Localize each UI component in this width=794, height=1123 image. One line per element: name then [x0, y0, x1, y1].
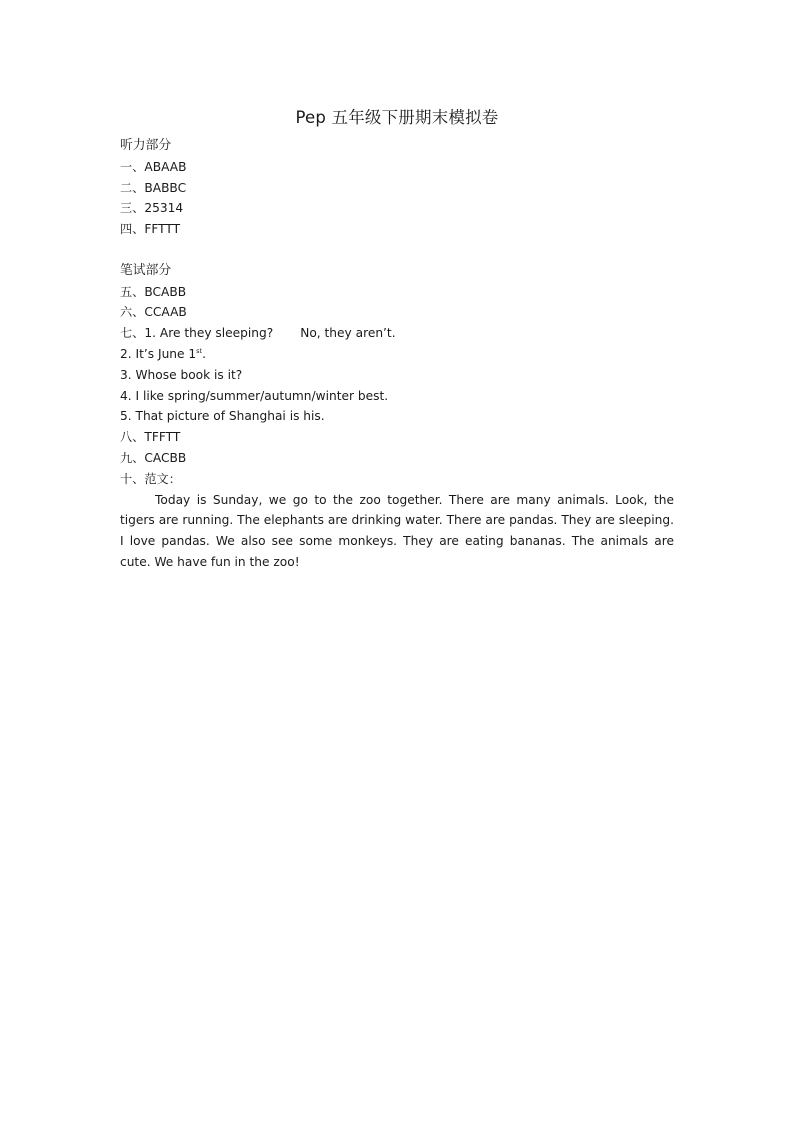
listening-answer-1: 一、ABAAB [120, 159, 187, 174]
section-gap [120, 240, 674, 261]
listening-heading: 听力部分 [120, 138, 172, 153]
listening-answer-3: 三、25314 [120, 201, 184, 216]
listening-answer-4: 四、FFTTT [120, 222, 181, 237]
written-answer-7-1-answer: No, they aren’t. [300, 326, 396, 341]
written-answer-8: 八、TFFTT [120, 430, 181, 445]
written-answer-5: 五、BCABB [120, 284, 187, 299]
written-answer-9: 九、CACBB [120, 450, 187, 465]
sample-essay: Today is Sunday, we go to the zoo together. There are many animals. Look, the tigers are running. The elephants are drinking water. There are pandas. They are sleeping. I love pandas. We also see some monkeys. They are eating bananas. The animals are cute. We have fun in the zoo! [120, 492, 674, 569]
written-answer-7-2 [120, 344, 674, 365]
written-answer-7-4: 4. I like spring/summer/autumn/winter best. [120, 388, 389, 403]
written-answer-7-5: 5. That picture of Shanghai is his. [120, 409, 325, 424]
written-heading: 笔试部分 [120, 262, 172, 278]
written-answer-7-2-period: . [202, 346, 206, 361]
ordinal-suffix: st [196, 346, 203, 355]
written-answer-7-3: 3. Whose book is it? [120, 367, 243, 382]
written-answer-7-2-main: 2. It’s June 1 [120, 346, 197, 361]
written-answer-7-1 [120, 323, 674, 344]
written-answer-7-1-question: 七、1. Are they sleeping? [120, 326, 274, 341]
written-answer-10: 十、范文： [120, 471, 181, 486]
document-title: Pep 五年级下册期末模拟卷 [295, 108, 499, 127]
written-answer-6: 六、CCAAB [120, 305, 187, 320]
listening-answer-2: 二、BABBC [120, 180, 187, 195]
document-content [120, 104, 674, 573]
